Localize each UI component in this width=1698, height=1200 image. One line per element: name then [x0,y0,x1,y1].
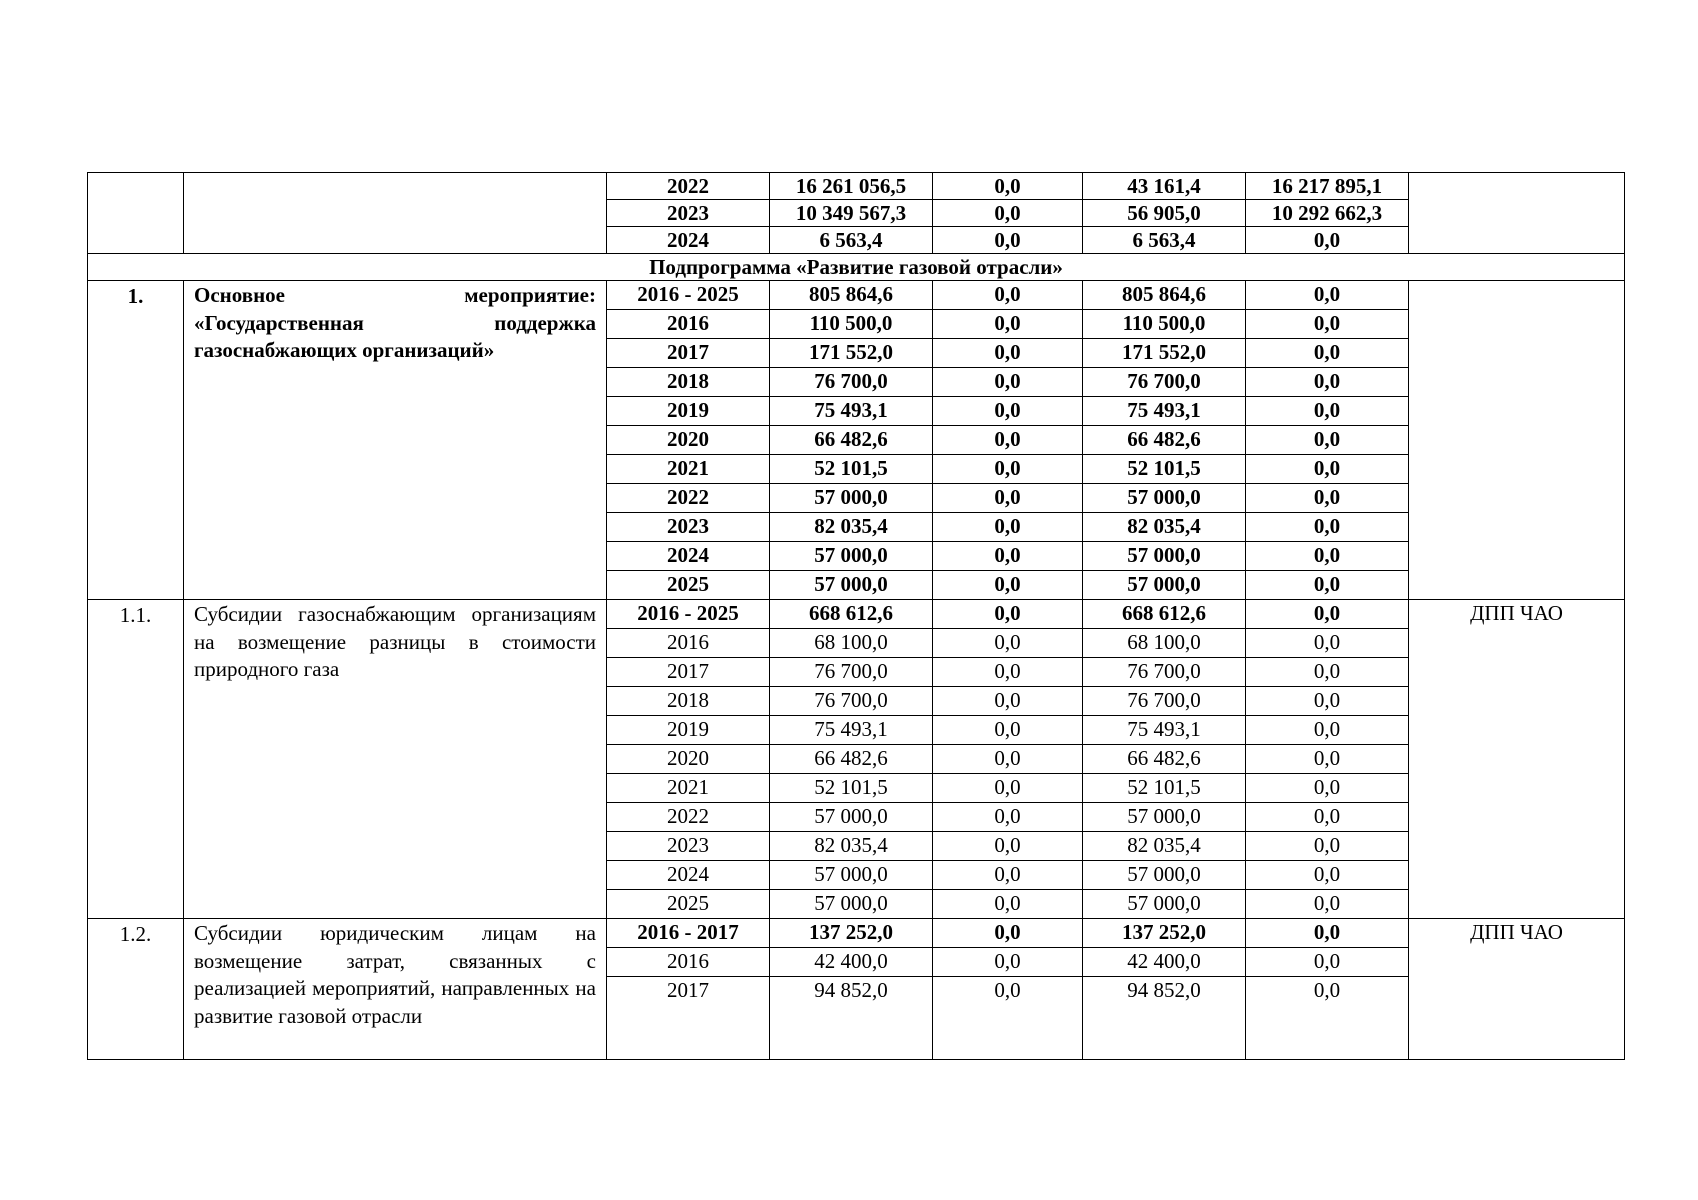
district-budget-cell: 82 035,4 [1083,832,1246,861]
other-source-cell: 0,0 [1246,745,1409,774]
executor-cell: ДПП ЧАО [1409,919,1625,1060]
other-source-cell: 0,0 [1246,281,1409,310]
other-source-cell: 0,0 [1246,542,1409,571]
period-cell: 2022 [607,173,770,200]
total-cell: 57 000,0 [770,803,933,832]
period-cell: 2017 [607,977,770,1060]
executor-cell [1409,173,1625,254]
period-cell: 2016 [607,629,770,658]
section-number: 1.2. [88,919,184,1060]
district-budget-cell: 76 700,0 [1083,687,1246,716]
other-source-cell: 0,0 [1246,832,1409,861]
period-cell: 2024 [607,861,770,890]
period-cell: 2022 [607,484,770,513]
period-cell: 2019 [607,716,770,745]
executor-cell [1409,281,1625,600]
other-source-cell: 0,0 [1246,455,1409,484]
period-cell: 2024 [607,542,770,571]
district-budget-cell: 171 552,0 [1083,339,1246,368]
period-cell: 2022 [607,803,770,832]
district-budget-cell: 66 482,6 [1083,426,1246,455]
federal-budget-cell: 0,0 [933,426,1083,455]
period-cell: 2016 - 2017 [607,919,770,948]
total-cell: 6 563,4 [770,227,933,254]
district-budget-cell: 805 864,6 [1083,281,1246,310]
federal-budget-cell: 0,0 [933,977,1083,1060]
total-cell: 16 261 056,5 [770,173,933,200]
period-cell: 2024 [607,227,770,254]
total-cell: 75 493,1 [770,397,933,426]
total-cell: 805 864,6 [770,281,933,310]
table-row [88,919,1625,948]
other-source-cell: 0,0 [1246,629,1409,658]
district-budget-cell: 57 000,0 [1083,484,1246,513]
district-budget-cell: 6 563,4 [1083,227,1246,254]
other-source-cell: 0,0 [1246,687,1409,716]
total-cell: 57 000,0 [770,542,933,571]
district-budget-cell: 76 700,0 [1083,368,1246,397]
district-budget-cell: 57 000,0 [1083,861,1246,890]
period-cell: 2017 [607,339,770,368]
district-budget-cell: 57 000,0 [1083,571,1246,600]
federal-budget-cell: 0,0 [933,310,1083,339]
district-budget-cell: 52 101,5 [1083,774,1246,803]
other-source-cell: 0,0 [1246,397,1409,426]
federal-budget-cell: 0,0 [933,948,1083,977]
total-cell: 76 700,0 [770,368,933,397]
other-source-cell: 0,0 [1246,977,1409,1060]
federal-budget-cell: 0,0 [933,484,1083,513]
period-cell: 2023 [607,832,770,861]
period-cell: 2017 [607,658,770,687]
section-description: Субсидии газоснабжающим организациям на возмещение разницы в стоимости природного газа [184,600,607,919]
federal-budget-cell: 0,0 [933,774,1083,803]
total-cell: 57 000,0 [770,571,933,600]
federal-budget-cell: 0,0 [933,571,1083,600]
table-row [88,600,1625,629]
other-source-cell: 0,0 [1246,861,1409,890]
period-cell: 2021 [607,455,770,484]
federal-budget-cell: 0,0 [933,629,1083,658]
section-number: 1.1. [88,600,184,919]
period-cell: 2021 [607,774,770,803]
federal-budget-cell: 0,0 [933,200,1083,227]
period-cell: 2023 [607,200,770,227]
federal-budget-cell: 0,0 [933,542,1083,571]
district-budget-cell: 52 101,5 [1083,455,1246,484]
total-cell: 66 482,6 [770,745,933,774]
other-source-cell: 0,0 [1246,658,1409,687]
subprogram-title: Подпрограмма «Развитие газовой отрасли» [88,254,1625,281]
section-description: Основное мероприятие: «Государственная поддержка газоснабжающих организаций» [184,281,607,600]
total-cell: 52 101,5 [770,455,933,484]
total-cell: 94 852,0 [770,977,933,1060]
district-budget-cell: 75 493,1 [1083,397,1246,426]
other-source-cell: 16 217 895,1 [1246,173,1409,200]
period-cell: 2016 [607,310,770,339]
section-description: Субсидии юридическим лицам на возмещение затрат, связанных с реализацией мероприятий, направленных на развитие газовой отрасли [184,919,607,1060]
federal-budget-cell: 0,0 [933,455,1083,484]
district-budget-cell: 76 700,0 [1083,658,1246,687]
district-budget-cell: 110 500,0 [1083,310,1246,339]
federal-budget-cell: 0,0 [933,919,1083,948]
total-cell: 52 101,5 [770,774,933,803]
federal-budget-cell: 0,0 [933,745,1083,774]
federal-budget-cell: 0,0 [933,368,1083,397]
district-budget-cell: 94 852,0 [1083,977,1246,1060]
period-cell: 2016 [607,948,770,977]
other-source-cell: 0,0 [1246,310,1409,339]
district-budget-cell: 82 035,4 [1083,513,1246,542]
period-cell: 2020 [607,745,770,774]
executor-cell: ДПП ЧАО [1409,600,1625,919]
federal-budget-cell: 0,0 [933,832,1083,861]
other-source-cell: 0,0 [1246,339,1409,368]
federal-budget-cell: 0,0 [933,600,1083,629]
total-cell: 42 400,0 [770,948,933,977]
district-budget-cell: 137 252,0 [1083,919,1246,948]
other-source-cell: 0,0 [1246,426,1409,455]
federal-budget-cell: 0,0 [933,339,1083,368]
district-budget-cell: 42 400,0 [1083,948,1246,977]
district-budget-cell: 57 000,0 [1083,890,1246,919]
other-source-cell: 0,0 [1246,227,1409,254]
total-cell: 10 349 567,3 [770,200,933,227]
period-cell: 2020 [607,426,770,455]
district-budget-cell: 43 161,4 [1083,173,1246,200]
federal-budget-cell: 0,0 [933,513,1083,542]
other-source-cell: 0,0 [1246,600,1409,629]
table-body [88,173,1625,1060]
section-number: 1. [88,281,184,600]
other-source-cell: 0,0 [1246,716,1409,745]
federal-budget-cell: 0,0 [933,861,1083,890]
federal-budget-cell: 0,0 [933,890,1083,919]
district-budget-cell: 668 612,6 [1083,600,1246,629]
district-budget-cell: 56 905,0 [1083,200,1246,227]
period-cell: 2016 - 2025 [607,600,770,629]
total-cell: 57 000,0 [770,890,933,919]
period-cell: 2018 [607,368,770,397]
total-cell: 668 612,6 [770,600,933,629]
district-budget-cell: 57 000,0 [1083,803,1246,832]
federal-budget-cell: 0,0 [933,658,1083,687]
district-budget-cell: 75 493,1 [1083,716,1246,745]
period-cell: 2023 [607,513,770,542]
other-source-cell: 0,0 [1246,919,1409,948]
federal-budget-cell: 0,0 [933,716,1083,745]
district-budget-cell: 57 000,0 [1083,542,1246,571]
total-cell: 82 035,4 [770,513,933,542]
table-row [88,173,1625,200]
number-cell [88,173,184,254]
other-source-cell: 0,0 [1246,890,1409,919]
district-budget-cell: 68 100,0 [1083,629,1246,658]
other-source-cell: 0,0 [1246,484,1409,513]
other-source-cell: 0,0 [1246,948,1409,977]
total-cell: 57 000,0 [770,484,933,513]
federal-budget-cell: 0,0 [933,173,1083,200]
total-cell: 76 700,0 [770,687,933,716]
federal-budget-cell: 0,0 [933,687,1083,716]
total-cell: 76 700,0 [770,658,933,687]
other-source-cell: 0,0 [1246,774,1409,803]
federal-budget-cell: 0,0 [933,227,1083,254]
budget-table [87,172,1625,1060]
other-source-cell: 0,0 [1246,803,1409,832]
other-source-cell: 0,0 [1246,571,1409,600]
period-cell: 2025 [607,890,770,919]
total-cell: 171 552,0 [770,339,933,368]
period-cell: 2025 [607,571,770,600]
total-cell: 75 493,1 [770,716,933,745]
other-source-cell: 10 292 662,3 [1246,200,1409,227]
period-cell: 2018 [607,687,770,716]
total-cell: 110 500,0 [770,310,933,339]
other-source-cell: 0,0 [1246,368,1409,397]
other-source-cell: 0,0 [1246,513,1409,542]
description-cell [184,173,607,254]
table-row [88,281,1625,310]
total-cell: 66 482,6 [770,426,933,455]
period-cell: 2019 [607,397,770,426]
federal-budget-cell: 0,0 [933,281,1083,310]
total-cell: 57 000,0 [770,861,933,890]
subprogram-row [88,254,1625,281]
federal-budget-cell: 0,0 [933,803,1083,832]
federal-budget-cell: 0,0 [933,397,1083,426]
total-cell: 82 035,4 [770,832,933,861]
total-cell: 137 252,0 [770,919,933,948]
total-cell: 68 100,0 [770,629,933,658]
district-budget-cell: 66 482,6 [1083,745,1246,774]
period-cell: 2016 - 2025 [607,281,770,310]
